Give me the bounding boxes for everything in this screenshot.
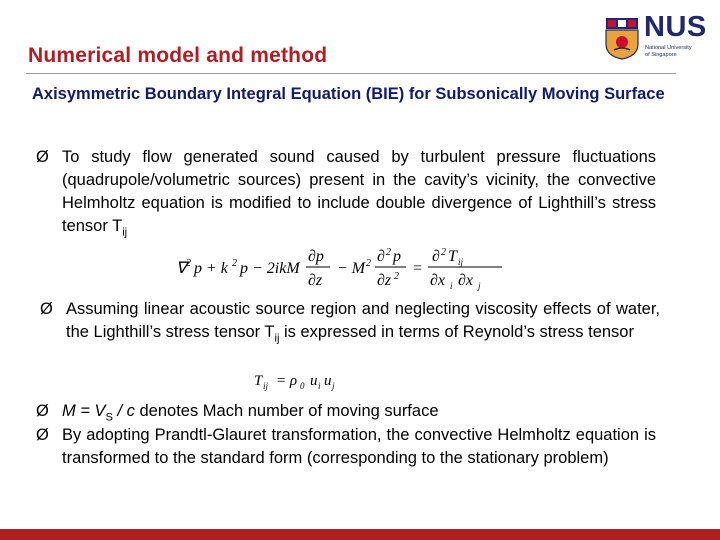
svg-text:p + k: p + k: [194, 260, 228, 277]
svg-text:i: i: [318, 381, 321, 391]
bullet-2-body-end: is expressed in terms of Reynold’s stress tensor: [279, 323, 634, 341]
logo-subline-2: of Singapore: [645, 51, 677, 58]
bullet-2: [40, 298, 660, 350]
logo-wordmark: NUS: [644, 11, 707, 43]
svg-text:2: 2: [366, 258, 371, 269]
tensor-subscript: ij: [274, 332, 280, 345]
svg-text:=: =: [412, 260, 423, 277]
svg-text:∂z: ∂z: [377, 272, 392, 289]
bullet-1-body: To study flow generated sound caused by turbulent pressure fluctuations (quadrupole/volumetric sources) present in the cavity’s vicinity, the convective Helmholtz equation is modified to include double divergence of Lighthill’s stress tensor T: [62, 148, 656, 235]
svg-text:2: 2: [186, 258, 191, 269]
mach-definition-a: M = V: [62, 402, 106, 420]
svg-text:2: 2: [232, 258, 237, 269]
bullet-3-body: denotes Mach number of moving surface: [134, 402, 439, 420]
svg-text:∂p: ∂p: [308, 248, 324, 265]
svg-text:∂: ∂: [432, 248, 440, 265]
svg-text:2: 2: [441, 247, 446, 258]
bullet-1: [36, 146, 656, 244]
svg-text:∇: ∇: [176, 260, 187, 277]
title-divider: [26, 73, 676, 74]
footer-bar: [0, 529, 720, 540]
svg-text:− M: − M: [337, 260, 366, 277]
mach-definition-b: / c: [112, 402, 135, 420]
svg-text:∂: ∂: [377, 248, 385, 265]
bullet-arrow-icon: Ø: [40, 300, 53, 318]
bullet-1-text: [62, 146, 656, 244]
svg-text:p − 2ikM: p − 2ikM: [240, 260, 300, 277]
svg-text:T: T: [254, 373, 263, 389]
tensor-subscript: ij: [122, 226, 128, 239]
slide-title: Numerical model and method: [28, 44, 328, 67]
convective-helmholtz-equation: [172, 243, 512, 293]
svg-text:∂x: ∂x: [430, 272, 446, 289]
svg-text:i: i: [450, 281, 453, 291]
svg-text:u: u: [310, 373, 318, 389]
svg-text:j: j: [478, 281, 481, 291]
svg-text:u: u: [324, 373, 332, 389]
svg-text:ij: ij: [263, 381, 269, 391]
svg-text:∂z: ∂z: [308, 272, 323, 289]
bullet-2-text: [66, 298, 660, 350]
svg-text:ij: ij: [458, 257, 464, 267]
logo-subline-1: National University: [645, 45, 692, 51]
svg-text:p: p: [393, 248, 401, 265]
mach-subscript: S: [105, 411, 113, 424]
nus-logo: [604, 11, 714, 62]
svg-text:0: 0: [300, 381, 305, 391]
bullet-arrow-icon: Ø: [36, 148, 49, 166]
bullet-4-text: By adopting Prandtl-Glauret transformation, the convective Helmholtz equation is transformed to the standard form (corresponding to the stationary problem): [62, 426, 656, 467]
bullet-4: [36, 424, 656, 470]
reynolds-stress-equation: [252, 367, 372, 393]
svg-text:2: 2: [386, 247, 391, 258]
svg-text:T: T: [448, 248, 457, 265]
logo-subline: [645, 45, 713, 58]
nus-crest-icon: [604, 16, 640, 60]
bullet-2-body: Assuming linear acoustic source region and neglecting viscosity effects of water, the Lighthill’s stress tensor T: [66, 300, 660, 341]
svg-text:= ρ: = ρ: [276, 373, 298, 389]
svg-text:∂x: ∂x: [458, 272, 474, 289]
bullet-arrow-icon: Ø: [36, 402, 49, 420]
svg-text:j: j: [332, 381, 335, 391]
svg-text:2: 2: [394, 271, 399, 282]
slide-subtitle: Axisymmetric Boundary Integral Equation (BIE) for Subsonically Moving Surface: [32, 85, 665, 103]
bullet-arrow-icon: Ø: [36, 426, 49, 444]
